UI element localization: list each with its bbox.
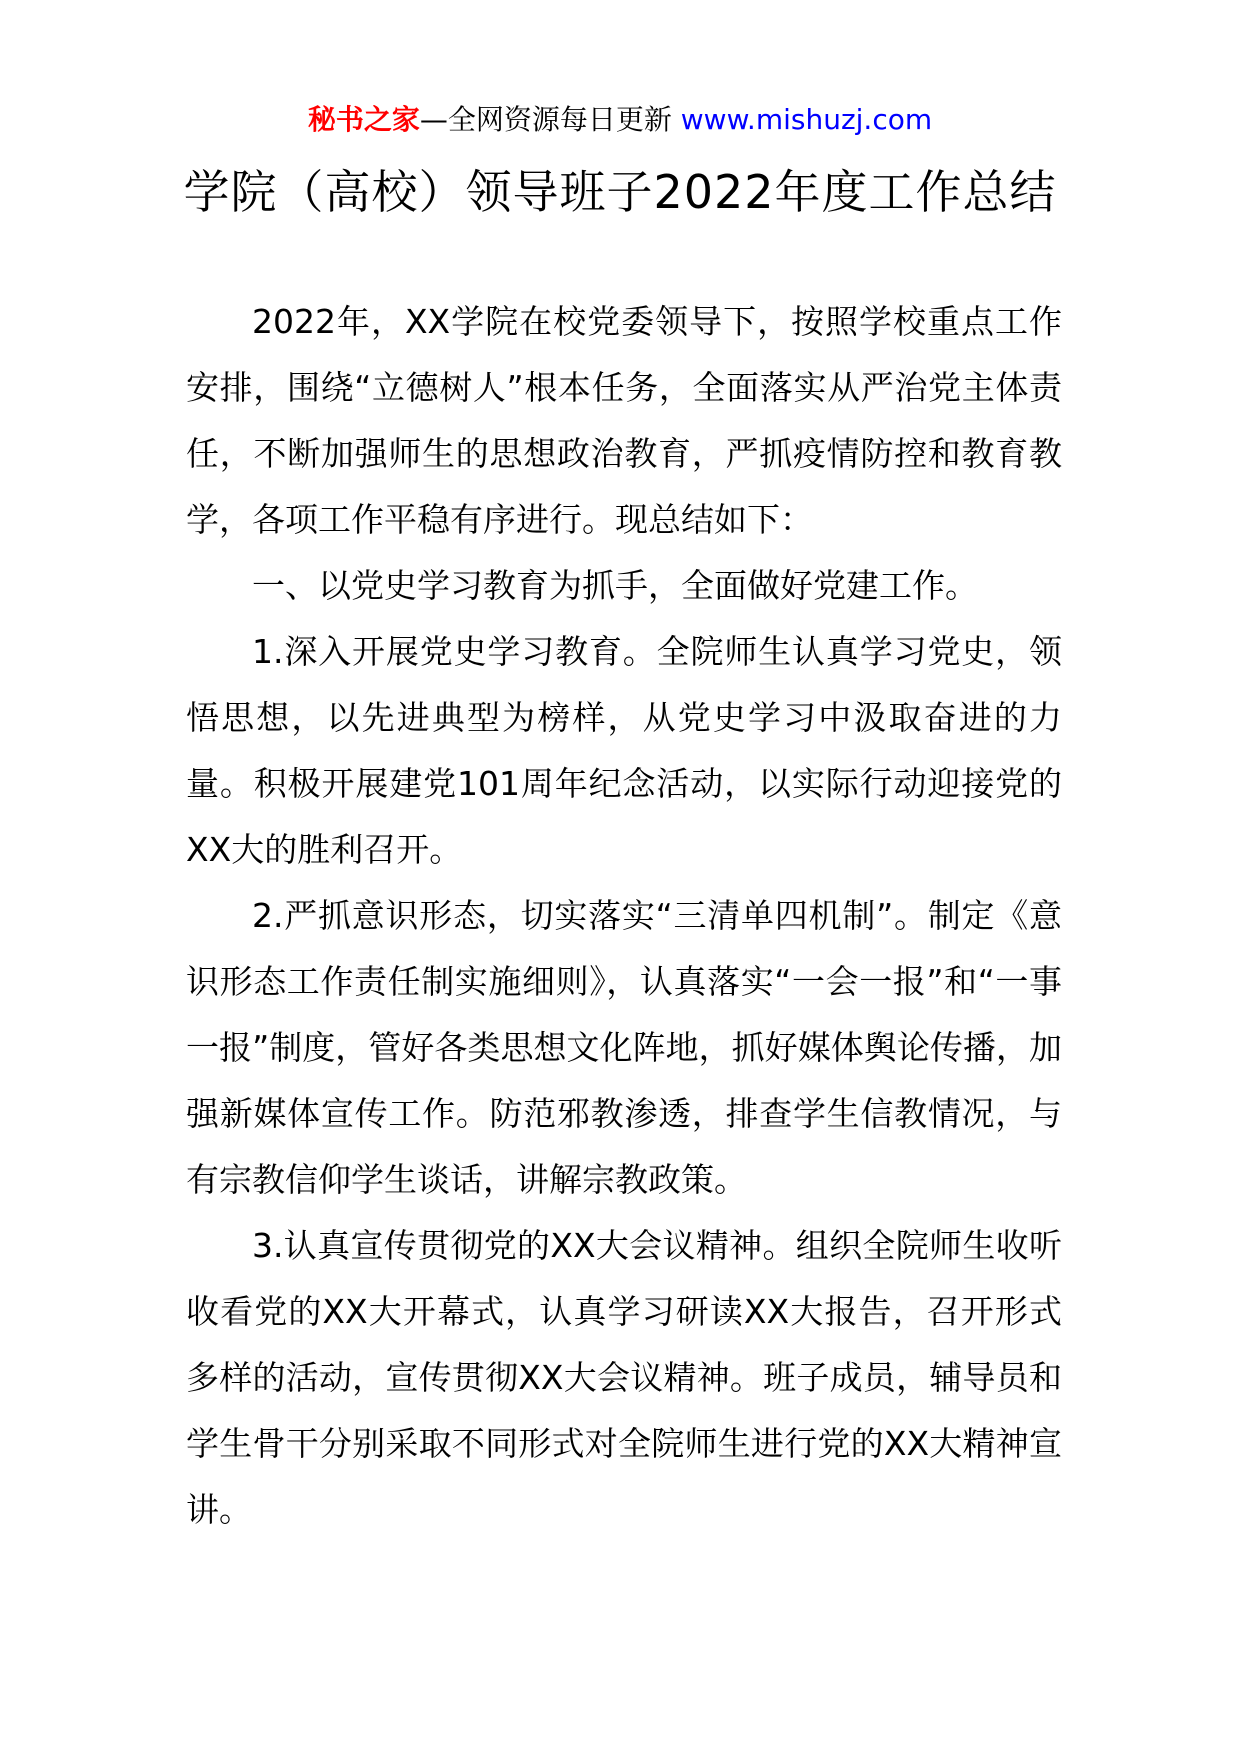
document-title: 学院（高校）领导班子2022年度工作总结 bbox=[183, 165, 1057, 219]
header-slogan: —全网资源每日更新 bbox=[419, 103, 681, 136]
site-header bbox=[0, 100, 1240, 140]
paragraph-item-3: 3.认真宣传贯彻党的XX大会议精神。组织全院师生收听收看党的XX大开幕式，认真学习研读XX大报告，召开形式多样的活动，宣传贯彻XX大会议精神。班子成员，辅导员和学生骨干分别采取不同形式对全院师生进行党的XX大精神宣讲。 bbox=[186, 1226, 1062, 1529]
section-heading-1: 一、以党史学习教育为抓手，全面做好党建工作。 bbox=[252, 566, 978, 605]
brand-name: 秘书之家 bbox=[307, 103, 420, 136]
paragraph-item-2: 2.严抓意识形态，切实落实“三清单四机制”。制定《意识形态工作责任制实施细则》，认真落实“一会一报”和“一事一报”制度，管好各类思想文化阵地，抓好媒体舆论传播，加强新媒体宣传工作。防范邪教渗透，排查学生信教情况，与有宗教信仰学生谈话，讲解宗教政策。 bbox=[186, 896, 1062, 1199]
paragraph-intro: 2022年，XX学院在校党委领导下，按照学校重点工作安排，围绕“立德树人”根本任务，全面落实从严治党主体责任，不断加强师生的思想政治教育，严抓疫情防控和教育教学，各项工作平稳有序进行。现总结如下： bbox=[186, 302, 1062, 539]
paragraph-item-1: 1.深入开展党史学习教育。全院师生认真学习党史，领悟思想，以先进典型为榜样，从党史学习中汲取奋进的力量。积极开展建党101周年纪念活动，以实际行动迎接党的XX大的胜利召开。 bbox=[186, 632, 1062, 869]
site-url-link[interactable]: www.mishuzj.com bbox=[680, 103, 933, 136]
document-body bbox=[186, 289, 1062, 1543]
